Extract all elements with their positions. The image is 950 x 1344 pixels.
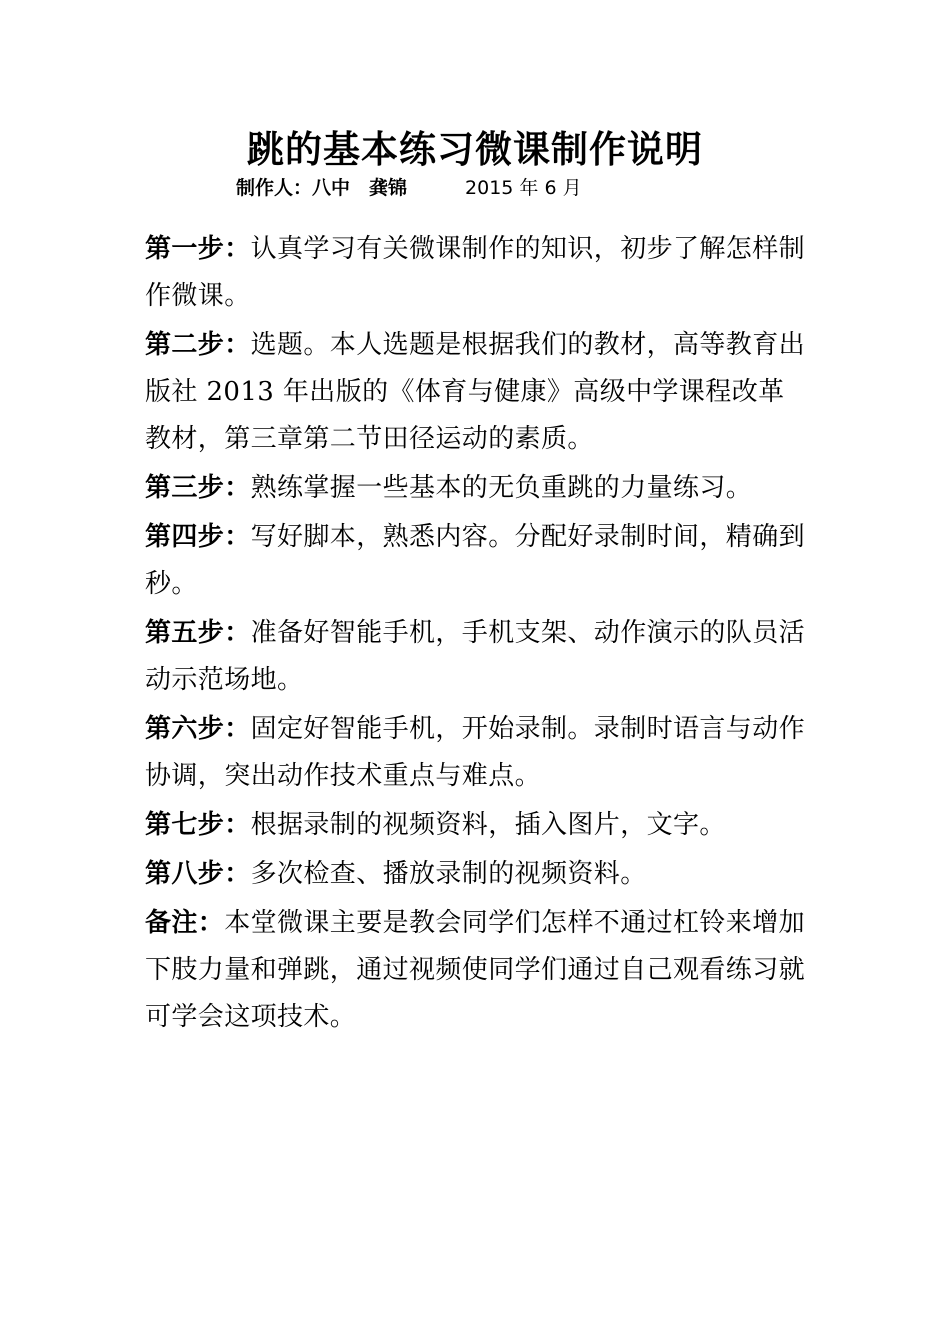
- step-label: 第五步：: [145, 618, 251, 648]
- note: [145, 900, 810, 1041]
- step-text: 固定好智能手机，开始录制。录制时语言与动作协调，突出动作技术重点与难点。: [145, 714, 806, 791]
- step-text: 写好脚本，熟悉内容。分配好录制时间，精确到秒。: [145, 522, 806, 599]
- step-6: [145, 706, 810, 800]
- step-3: [145, 465, 810, 512]
- byline-date: 2015 年 6 月: [465, 177, 582, 199]
- step-label: 第二步：: [145, 330, 251, 360]
- step-7: [145, 802, 810, 849]
- step-label: 第七步：: [145, 810, 251, 840]
- step-label: 第一步：: [145, 234, 251, 264]
- byline-author: 制作人：八中 龚锦: [236, 177, 408, 199]
- step-label: 第六步：: [145, 714, 251, 744]
- document-title: 跳的基本练习微课制作说明: [247, 128, 703, 171]
- byline: [236, 174, 582, 202]
- step-label: 第四步：: [145, 522, 251, 552]
- step-text: 熟练掌握一些基本的无负重跳的力量练习。: [250, 473, 753, 503]
- note-label: 备注：: [145, 908, 225, 938]
- step-label: 第三步：: [145, 473, 251, 503]
- steps-list: [145, 226, 810, 1043]
- step-text: 准备好智能手机，手机支架、动作演示的队员活动示范场地。: [145, 618, 806, 695]
- note-text: 本堂微课主要是教会同学们怎样不通过杠铃来增加下肢力量和弹跳，通过视频使同学们通过自己观看练习就可学会这项技术。: [145, 908, 806, 1032]
- step-text: 多次检查、播放录制的视频资料。: [250, 859, 647, 889]
- step-2: [145, 322, 810, 463]
- step-8: [145, 851, 810, 898]
- step-label: 第八步：: [145, 859, 251, 889]
- step-4: [145, 514, 810, 608]
- step-text: 选题。本人选题是根据我们的教材，高等教育出版社 2013 年出版的《体育与健康》高级中学课程改革教材，第三章第二节田径运动的素质。: [145, 330, 806, 454]
- step-1: [145, 226, 810, 320]
- step-text: 认真学习有关微课制作的知识，初步了解怎样制作微课。: [145, 234, 806, 311]
- step-5: [145, 610, 810, 704]
- step-text: 根据录制的视频资料，插入图片，文字。: [250, 810, 726, 840]
